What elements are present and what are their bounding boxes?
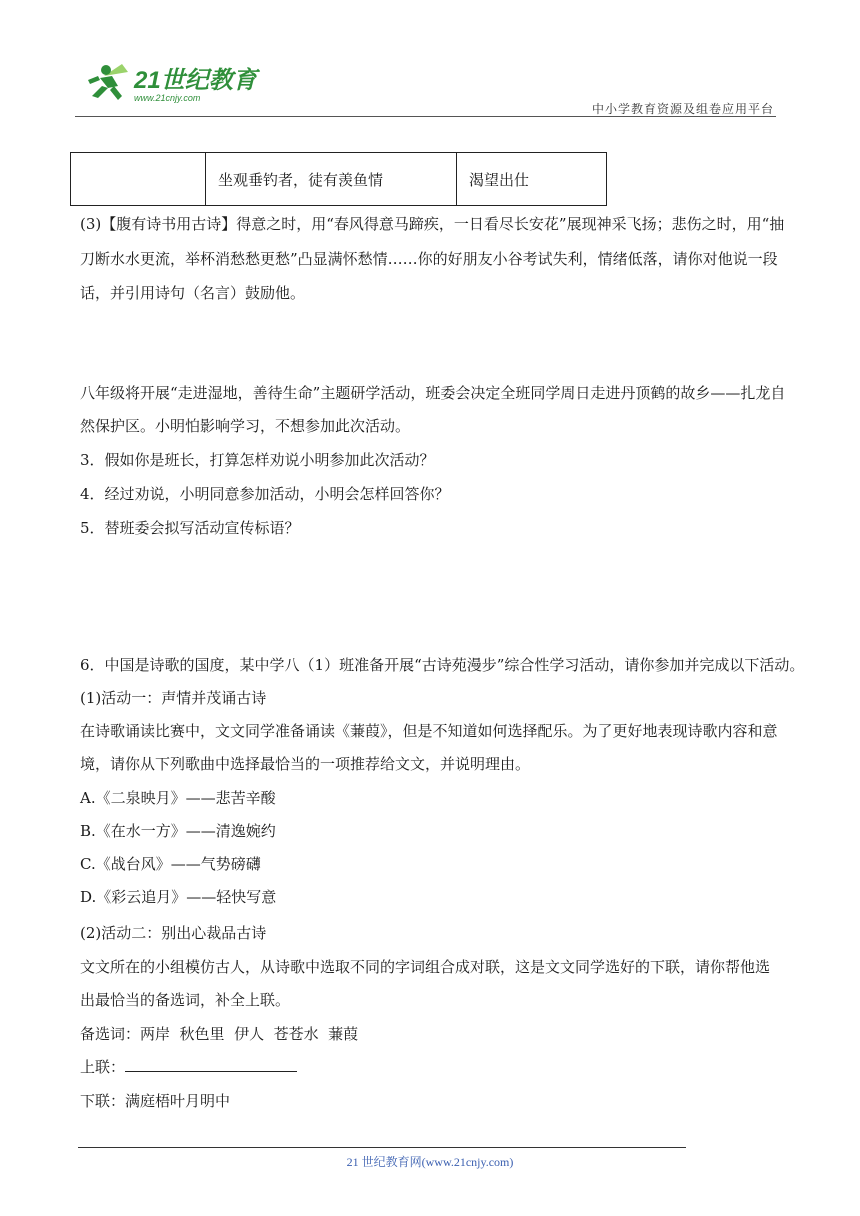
activity-2-line: 出最恰当的备选词，补全上联。 <box>80 991 291 1009</box>
question-6-stem: 6．中国是诗歌的国度，某中学八（1）班准备开展“古诗苑漫步”综合性学习活动，请你参加并完成以下活动。 <box>80 656 805 674</box>
upper-couplet-blank[interactable] <box>125 1053 297 1072</box>
question-5: 5．替班委会拟写活动宣传标语？ <box>80 519 300 537</box>
runner-logo-icon <box>82 58 272 108</box>
upper-couplet <box>80 1052 790 1082</box>
table-cell: 渴望出仕 <box>457 153 607 206</box>
activity-2-line: 文文所在的小组模仿古人，从诗歌中选取不同的字词组合成对联，这是文文同学选好的下联，请你帮他选 <box>80 958 771 976</box>
option-b: B.《在水一方》——清逸婉约 <box>80 822 276 840</box>
table-row <box>71 153 607 206</box>
intro-line: 然保护区。小明怕影响学习，不想参加此次活动。 <box>80 417 411 435</box>
svg-text:21世纪教育: 21世纪教育 <box>134 67 257 94</box>
upper-couplet-label: 上联： <box>80 1058 126 1076</box>
activity-1-line: 境，请你从下列歌曲中选择最恰当的一项推荐给文文，并说明理由。 <box>80 755 531 773</box>
intro-line: 八年级将开展“走进湿地，善待生命”主题研学活动，班委会决定全班同学周日走进丹顶鹤的故乡——扎龙自 <box>80 384 786 402</box>
header-divider <box>75 116 776 117</box>
answer-table <box>70 152 607 206</box>
logo <box>82 58 272 108</box>
question-3: 3．假如你是班长，打算怎样劝说小明参加此次活动？ <box>80 451 435 469</box>
activity-2-title: (2)活动二：别出心裁品古诗 <box>80 924 267 942</box>
table-cell: 坐观垂钓者，徒有羡鱼情 <box>206 153 457 206</box>
platform-name: 中小学教育资源及组卷应用平台 <box>591 102 774 116</box>
table-cell <box>71 153 206 206</box>
q3-line: 刀断水水更流，举杯消愁愁更愁”凸显满怀愁情……你的好朋友小谷考试失利，情绪低落，请你对他说一段 <box>80 250 778 268</box>
question-4: 4．经过劝说，小明同意参加活动，小明会怎样回答你？ <box>80 485 450 503</box>
q3-line: 话，并引用诗句（名言）鼓励他。 <box>80 284 306 302</box>
candidate-words: 备选词：两岸 秋色里 伊人 苍苍水 蒹葭 <box>80 1025 359 1043</box>
option-d: D.《彩云追月》——轻快写意 <box>80 888 277 906</box>
option-c: C.《战台风》——气势磅礴 <box>80 855 261 873</box>
footer-divider <box>78 1147 686 1148</box>
activity-1-title: (1)活动一：声情并茂诵古诗 <box>80 689 267 707</box>
lower-couplet: 下联：满庭梧叶月明中 <box>80 1092 231 1110</box>
footer-source: 21 世纪教育网(www.21cnjy.com) <box>346 1155 514 1169</box>
svg-text:www.21cnjy.com: www.21cnjy.com <box>134 93 201 103</box>
q3-line: (3)【腹有诗书用古诗】得意之时，用“春风得意马蹄疾，一日看尽长安花”展现神采飞扬；悲伤之时，用“抽 <box>80 215 785 233</box>
option-a: A.《二泉映月》——悲苦辛酸 <box>80 789 276 807</box>
activity-1-line: 在诗歌诵读比赛中，文文同学准备诵读《蒹葭》，但是不知道如何选择配乐。为了更好地表现诗歌内容和意 <box>80 722 778 740</box>
